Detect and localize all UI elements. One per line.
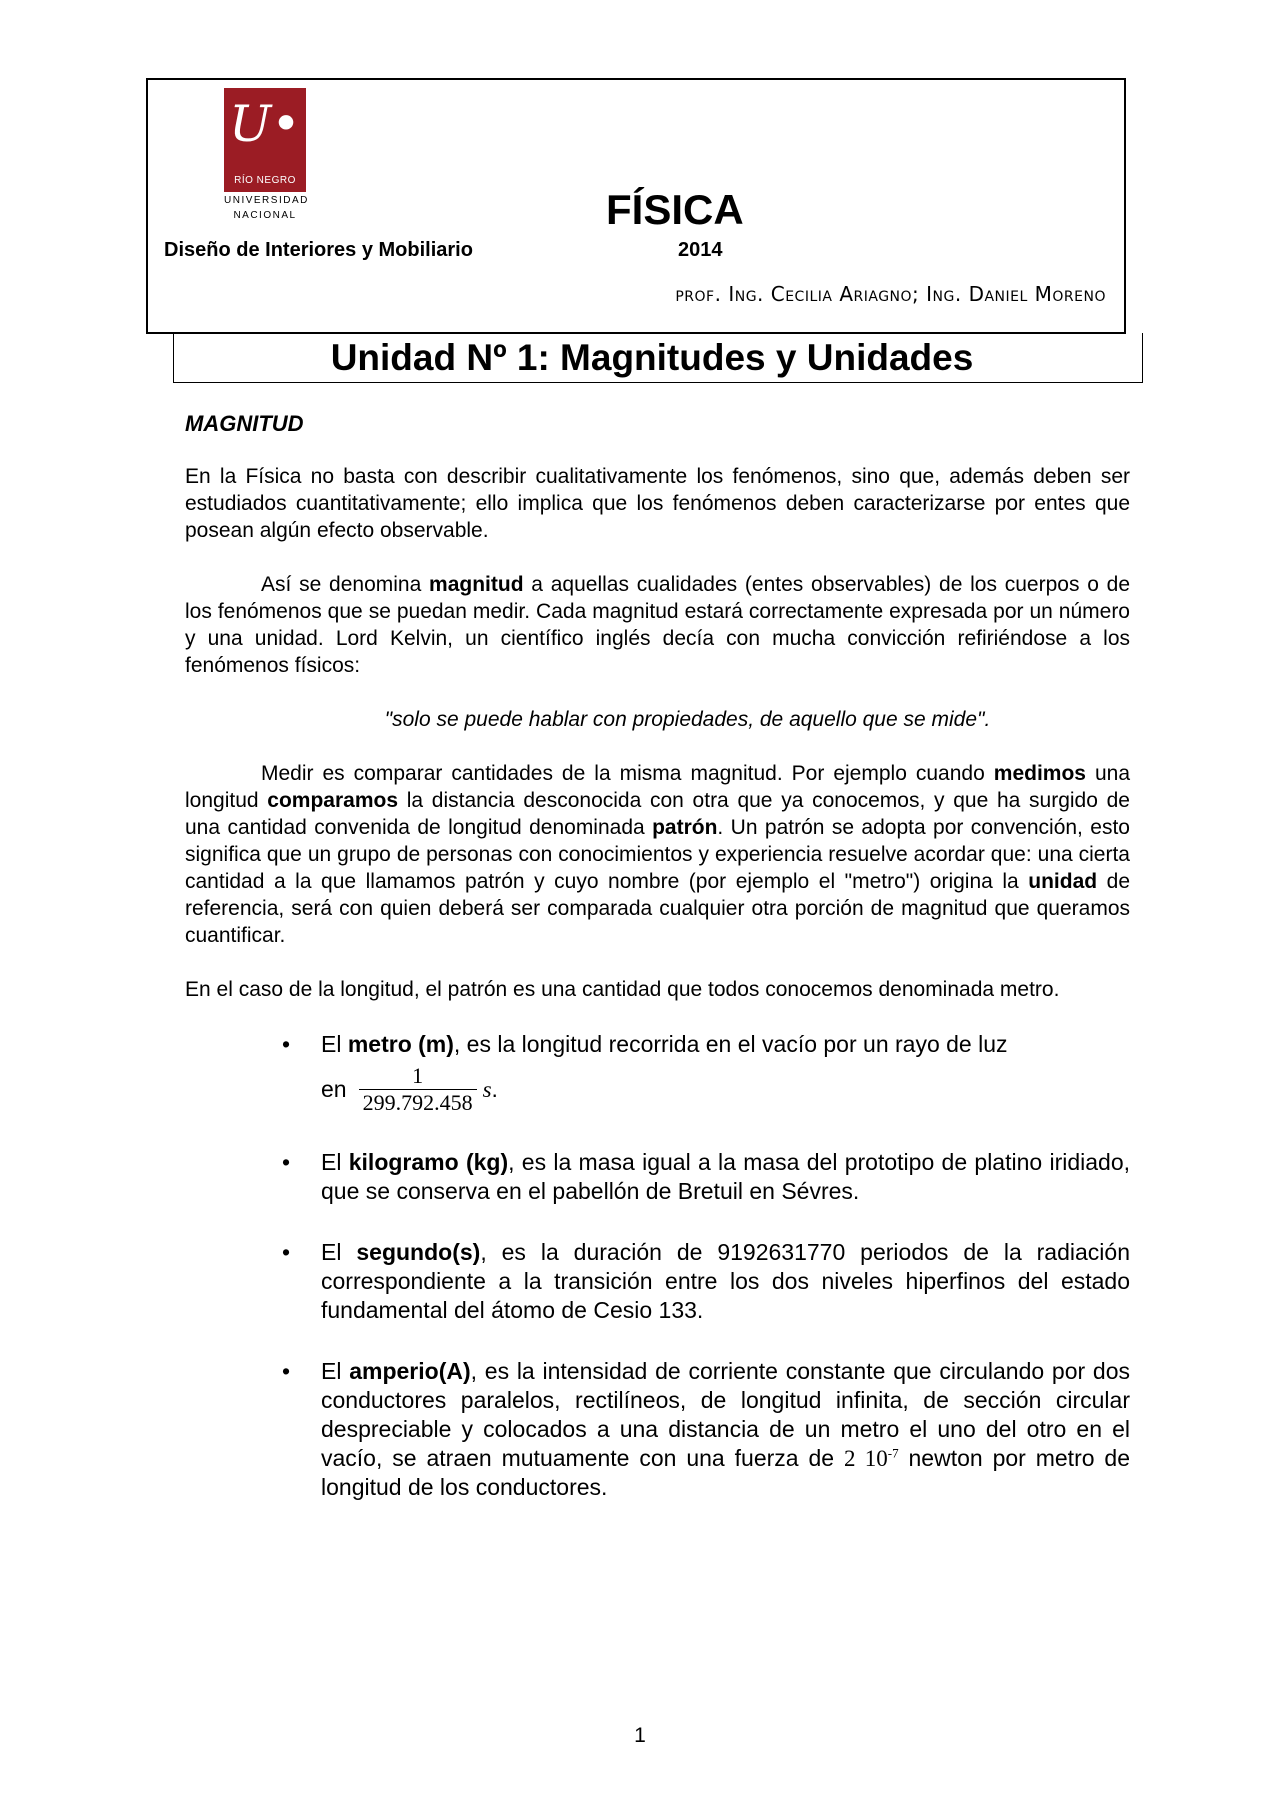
force-value: 2 10 xyxy=(843,1446,888,1471)
logo-emblem xyxy=(224,88,306,192)
unit-symbol: s xyxy=(482,1077,492,1102)
document-header xyxy=(146,78,1126,334)
text-run: , es la longitud recorrida en el vacío por un rayo de luz xyxy=(453,1031,1008,1057)
text-run: , es la duración de 9192631770 periodos de la radiación correspondiente a la transición entre los dos niveles hiperfinos del estado fundamental del átomo de Cesio 133. xyxy=(321,1239,1130,1323)
fraction-denominator: 299.792.458 xyxy=(359,1089,477,1116)
paragraph-4: En el caso de la longitud, el patrón es una cantidad que todos conocemos denominada metro. xyxy=(185,978,1060,1001)
text-run: El xyxy=(321,1149,349,1175)
text-run: El xyxy=(321,1358,350,1384)
professors: prof. Ing. Cecilia Ariagno; Ing. Daniel Moreno xyxy=(675,282,1106,306)
paragraph-3 xyxy=(185,760,1130,949)
bold-term: magnitud xyxy=(429,573,524,596)
course-year: 2014 xyxy=(678,239,723,261)
paragraph-1: En la Física no basta con describir cualitativamente los fenómenos, sino que, además deben ser estudiados cuantitativamente; ello implica que los fenómenos deben caracterizarse por entes que posean algún efecto observable. xyxy=(185,465,1130,542)
text-run: en xyxy=(321,1076,347,1102)
kelvin-quote: "solo se puede hablar con propiedades, de aquello que se mide". xyxy=(384,708,991,731)
list-item-metro xyxy=(185,1030,1130,1116)
bullet-icon: • xyxy=(282,1239,291,1265)
logo-mark: U• xyxy=(229,95,301,153)
unit-title: Unidad Nº 1: Magnitudes y Unidades xyxy=(330,337,974,378)
text-run: El xyxy=(321,1239,357,1265)
page-number: 1 xyxy=(634,1724,646,1747)
paragraph-2 xyxy=(185,571,1130,679)
bold-term: metro (m) xyxy=(347,1031,454,1057)
bold-term: kilogramo (kg) xyxy=(348,1149,509,1175)
logo-line-1: UNIVERSIDAD xyxy=(224,195,309,206)
bold-term: patrón xyxy=(652,816,718,839)
main-content xyxy=(185,410,1130,1534)
university-logo xyxy=(224,88,309,230)
subject-title: FÍSICA xyxy=(606,186,744,233)
course-name: Diseño de Interiores y Mobiliario xyxy=(164,239,473,261)
bullet-icon: • xyxy=(282,1031,291,1057)
text-run: la distancia desconocida con otra que ya conocemos, y que ha surgido de una cantidad convenida de longitud denominada xyxy=(185,789,1130,839)
text-run: Medir es comparar cantidades de la misma magnitud. Por ejemplo cuando xyxy=(261,762,994,785)
section-heading: MAGNITUD xyxy=(185,411,304,436)
text-run: newton por metro de longitud de los conductores. xyxy=(321,1445,1131,1500)
logo-line-2: NACIONAL xyxy=(233,210,297,221)
fraction xyxy=(359,1063,477,1116)
bullet-icon: • xyxy=(282,1149,291,1175)
list-item-amperio xyxy=(185,1357,1130,1502)
si-units-list xyxy=(185,1030,1130,1502)
metro-formula xyxy=(321,1063,1130,1116)
text-run: , es la intensidad de corriente constante que circulando por dos conductores paralelos, rectilíneos, de longitud infinita, de sección circular despreciable y colocados a una distancia de un metro el uno del otro en el vacío, se atraen mutuamente con una fuerza de xyxy=(321,1358,1131,1471)
text-run: a aquellas cualidades (entes observables) de los cuerpos o de los fenómenos que se puedan medir. Cada magnitud estará correctamente expresada por un número y una unidad. Lord Kelvin, un científico inglés decía con mucha convicción refiriéndose a los fenómenos físicos: xyxy=(185,573,1131,677)
text-run: una longitud xyxy=(185,762,1130,812)
logo-region-text: RÍO NEGRO xyxy=(234,175,296,186)
bold-term: comparamos xyxy=(267,789,398,812)
list-item-segundo xyxy=(185,1238,1130,1325)
text-run: . xyxy=(491,1076,498,1102)
bold-term: amperio(A) xyxy=(349,1358,471,1384)
bullet-icon: • xyxy=(282,1358,291,1384)
unit-title-box xyxy=(173,333,1143,383)
text-run: de referencia, será con quien deberá ser comparada cualquier otra porción de magnitud que queramos cuantificar. xyxy=(185,870,1130,947)
text-run: Así se denomina xyxy=(261,573,430,596)
list-item-kilogramo xyxy=(185,1148,1130,1206)
text-run: , es la masa igual a la masa del prototipo de platino iridiado, que se conserva en el pabellón de Bretuil en Sévres. xyxy=(321,1149,1131,1204)
bold-term: medimos xyxy=(993,762,1086,785)
force-exponent: -7 xyxy=(887,1445,899,1461)
bold-term: unidad xyxy=(1028,870,1098,893)
bold-term: segundo(s) xyxy=(356,1239,481,1265)
fraction-numerator: 1 xyxy=(412,1063,424,1088)
text-run: El xyxy=(321,1031,348,1057)
text-run: . Un patrón se adopta por convención, esto significa que un grupo de personas con conocimientos y experiencia resuelve acordar que: una cierta cantidad a la que llamamos patrón y cuyo nombre (por ejemplo el "metro") origina la xyxy=(185,816,1130,893)
